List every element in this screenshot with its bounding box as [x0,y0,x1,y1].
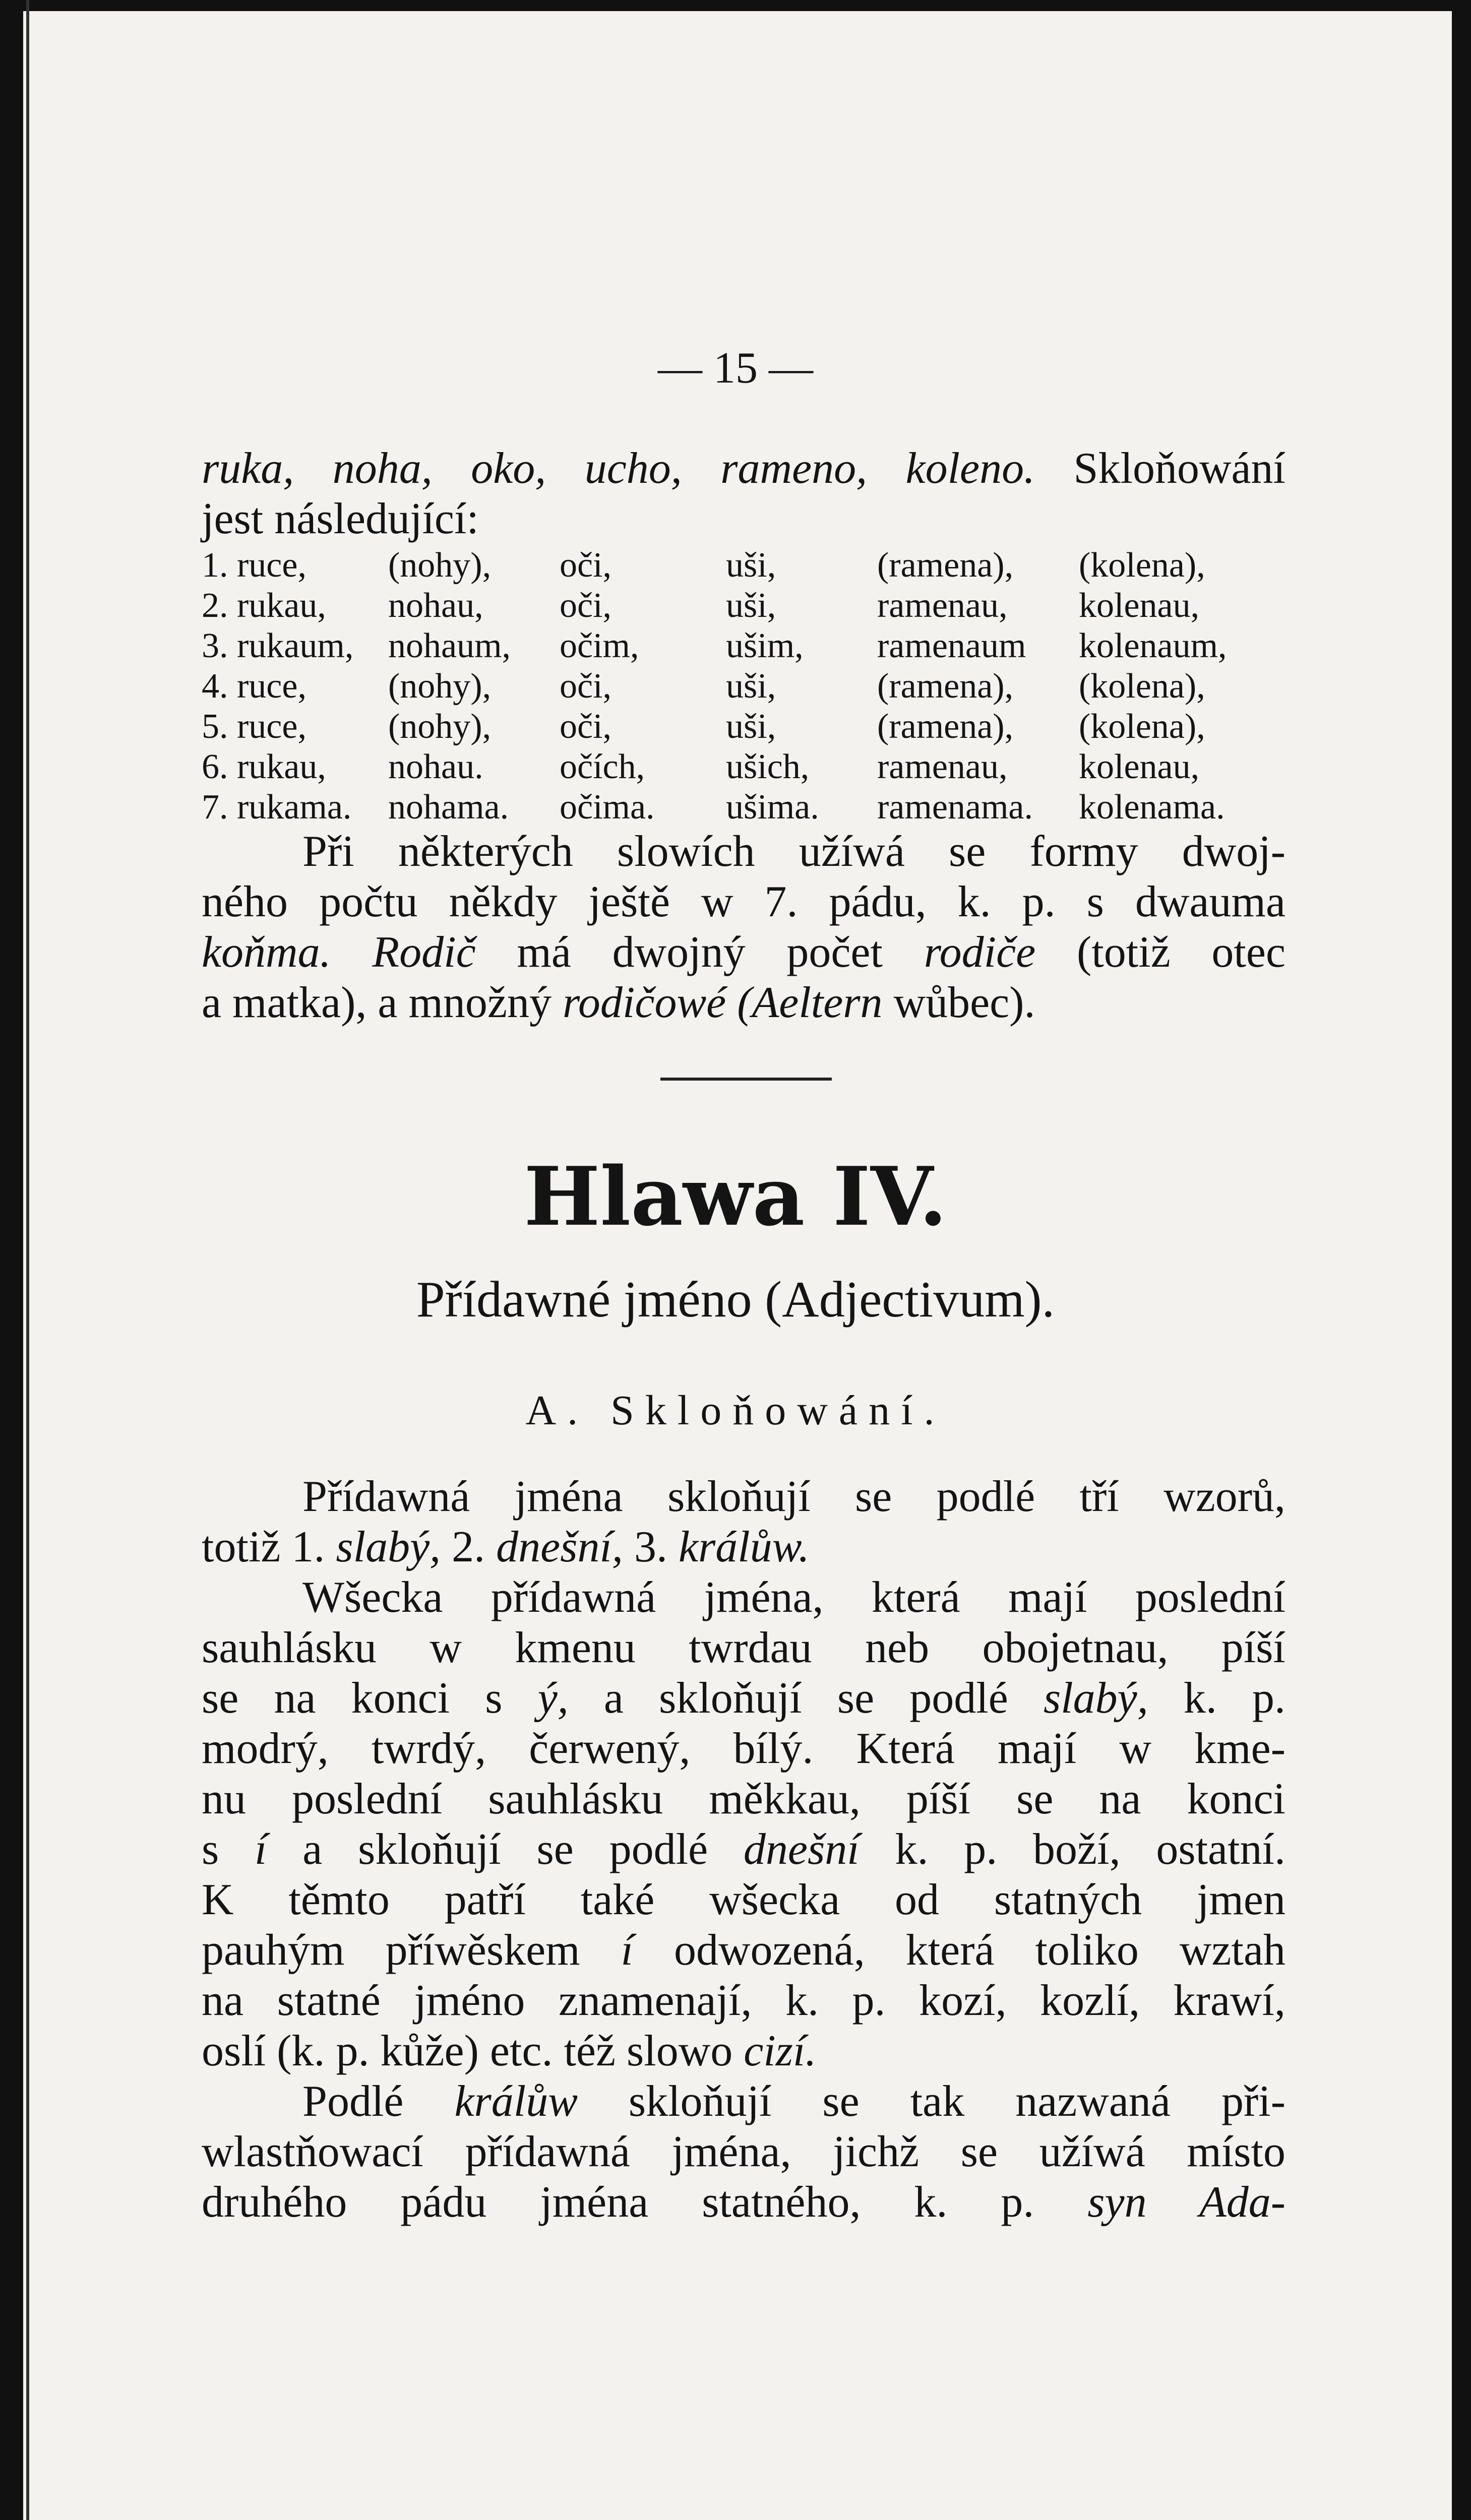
chapter-subtitle: Přídawné jméno (Adjectivum). [416,1271,1055,1328]
text-line: modrý, twrdý, čerwený, bílý. Která mají w kme- [202,1724,1285,1773]
text-line [202,978,1285,1028]
table-cell: (nohy), [388,546,492,585]
text-line [302,2076,1285,2127]
text-span: s [202,1825,255,1874]
text-span: 3. [623,1523,679,1571]
table-cell: uši, [726,586,776,625]
text-line [202,1673,1285,1724]
table-cell: (nohy), [388,667,492,706]
table-cell: nohama. [388,788,509,827]
italic-word: dnešní, [496,1523,623,1571]
text-span: oslí (k. p. kůže) etc. též slowo [202,2027,744,2075]
italic-word: í [255,1825,267,1874]
text-line: ného počtu někdy ještě w 7. pádu, k. p. s dwauma [202,877,1285,926]
table-cell: kolenama. [1079,788,1225,827]
italic-word: dnešní [743,1825,860,1874]
text-span: a matka), a množný [202,978,563,1027]
italic-word: rodiče [924,928,1036,977]
text-span: (totiž otec [1035,928,1286,977]
text-span: a skloňují se podlé [267,1825,744,1874]
table-cell: očima. [560,788,655,827]
table-cell: (kolena), [1079,546,1205,585]
table-cell: uši, [726,707,776,746]
table-cell: očim, [560,626,639,665]
italic-words: ruka, noha, oko, ucho, rameno, koleno. [202,444,1035,493]
table-cell: 5. ruce, [202,707,307,746]
text-span: a skloňují se podlé [568,1674,1044,1723]
table-cell: ramenau, [877,586,1008,625]
table-cell: 2. rukau, [202,586,326,625]
text-line: K těmto patří také wšecka od statných jmen [202,1875,1285,1924]
text-line [202,2177,1285,2228]
table-cell: kolenaum, [1079,626,1227,665]
table-cell: očích, [560,747,645,786]
table-cell: oči, [560,667,612,706]
text-line: jest následující: [202,494,479,543]
table-cell: ušich, [726,747,810,786]
text-line [202,1925,1285,1976]
italic-word: králůw. [678,1523,810,1571]
text-line: wlastňowací přídawná jména, jichž se užíwá místo [202,2127,1285,2176]
italic-word: slabý, [1043,1674,1148,1723]
table-cell: uši, [726,667,776,706]
text-line: Wšecka přídawná jména, která mají poslední [302,1573,1285,1622]
section-divider [660,1078,832,1081]
text-span: druhého pádu jména statného, k. p. [202,2178,1088,2227]
text-span: wůbec). [882,978,1035,1027]
table-cell: ramenama. [877,788,1033,827]
table-cell: (nohy), [388,707,492,746]
table-cell: nohau, [388,586,483,625]
table-cell: ušima. [726,788,819,827]
text-line [202,927,1285,978]
table-cell: 1. ruce, [202,546,307,585]
text-span: Podlé [302,2077,455,2126]
text-span: se na konci s [202,1674,538,1723]
table-cell: (ramena), [877,707,1014,746]
table-cell: nohau. [388,747,483,786]
table-cell: (ramena), [877,546,1014,585]
table-cell: kolenau, [1079,586,1200,625]
text-line [202,1824,1285,1875]
chapter-title: Hlawa IV. [524,1149,947,1244]
page-number: — 15 — [658,344,813,393]
italic-word: ý, [537,1674,569,1723]
table-cell: (ramena), [877,667,1014,706]
text-span: skloňují se tak nazwaná při- [577,2077,1286,2126]
text-line: Při některých slowích užíwá se formy dwoj- [302,827,1285,876]
italic-word: Rodič [372,928,476,977]
text-line [202,2026,1285,2076]
text-span: pauhým příwěskem [202,1926,621,1975]
italic-word: í [621,1926,634,1975]
text-span: k. p. [1148,1674,1286,1723]
italic-word: králůw [454,2077,578,2126]
table-cell: (kolena), [1079,707,1205,746]
table-cell: ušim, [726,626,804,665]
text-line: nu poslední sauhlásku měkkau, píší se na konci [202,1775,1285,1823]
text-line [202,1522,1285,1572]
table-cell: 6. rukau, [202,747,326,786]
table-cell: oči, [560,707,612,746]
italic-word: cizí. [744,2027,817,2075]
italic-word: rodičowé (Aeltern [562,978,883,1027]
text-span: odwozená, která toliko wztah [633,1926,1285,1975]
text-span: 2. [441,1523,497,1571]
table-cell: oči, [560,586,612,625]
text-span [331,928,373,977]
italic-word: koňma. [202,928,331,977]
table-cell: ramenaum [877,626,1026,665]
text-line: sauhlásku w kmenu twrdau neb obojetnau, píší [202,1623,1285,1672]
table-cell: oči, [560,546,612,585]
italic-word: syn Ada- [1087,2178,1286,2227]
table-cell: kolenau, [1079,747,1200,786]
section-title: A. Skloňowání. [525,1387,946,1434]
italic-word: slabý, [336,1523,441,1571]
text-line [202,444,1285,494]
scan-border-top [0,0,1471,11]
text-span: má dwojný počet [475,928,924,977]
table-cell: ramenau, [877,747,1008,786]
text-span: Skloňowání [1035,444,1286,493]
text-span: k. p. boží, ostatní. [859,1825,1286,1874]
text-span: totiž 1. [202,1523,336,1571]
table-cell: 4. ruce, [202,667,307,706]
text-line: Přídawná jména skloňují se podlé tří wzorů, [302,1472,1285,1521]
table-cell: uši, [726,546,776,585]
text-line: na statné jméno znamenají, k. p. kozí, kozlí, krawí, [202,1976,1285,2025]
table-cell: 3. rukaum, [202,626,354,665]
table-cell: 7. rukama. [202,788,352,827]
table-cell: nohaum, [388,626,511,665]
table-cell: (kolena), [1079,667,1205,706]
